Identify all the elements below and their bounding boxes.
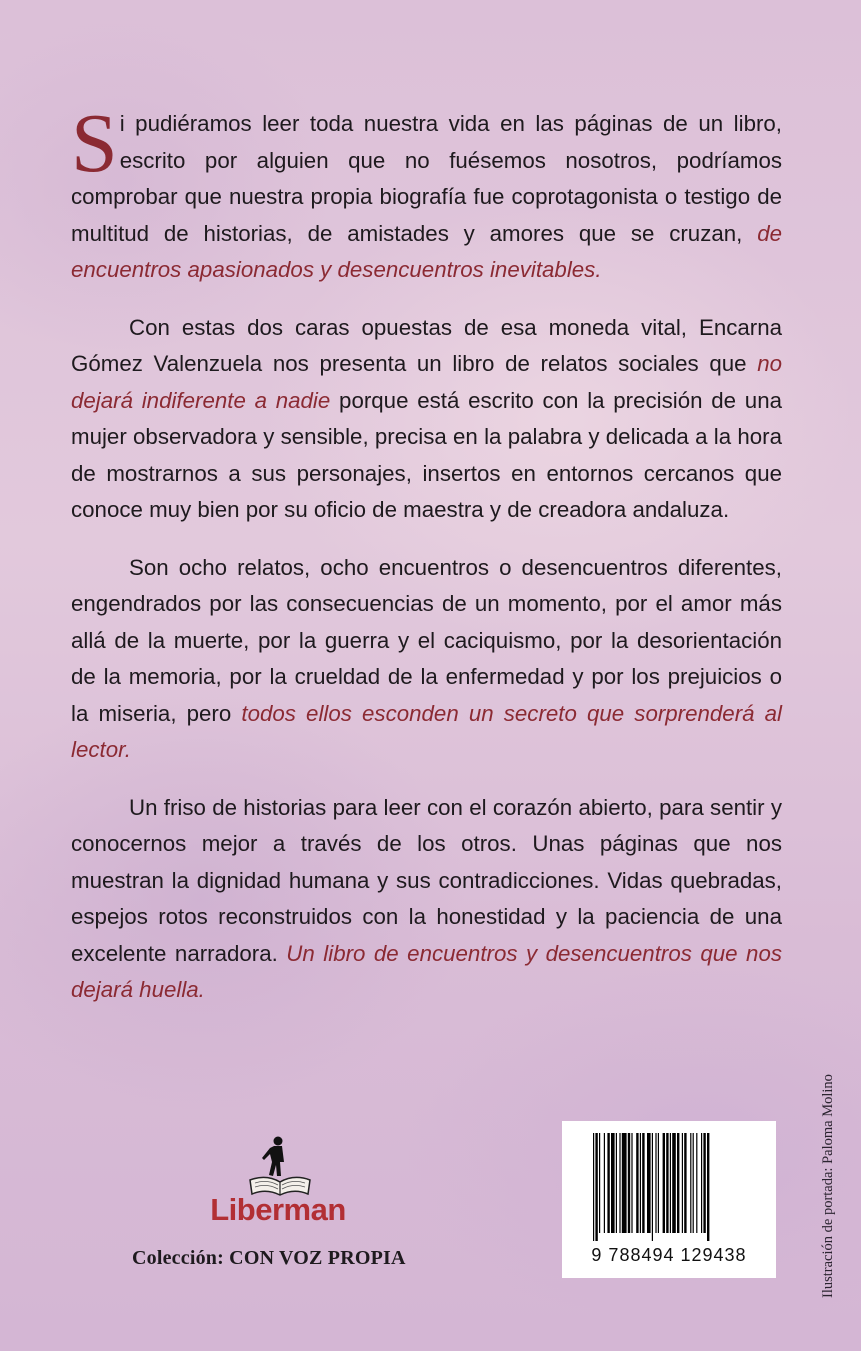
collection-label: Colección: CON VOZ PROPIA — [132, 1247, 406, 1269]
isbn-number: 9 788494 129438 — [591, 1245, 747, 1265]
publisher-logo-text: Liberman — [210, 1192, 346, 1227]
paragraph-2 — [71, 310, 782, 529]
paragraph-2-emphasis: no dejará indiferente a nadie — [71, 351, 782, 413]
back-cover-synopsis — [71, 97, 782, 1030]
paragraph-1-emphasis: de encuentros apasionados y desencuentros inevitables. — [71, 220, 782, 282]
paragraph-4-text: Un friso de historias para leer con el corazón abierto, para sentir y conocernos mejor a través de los otros. Unas páginas que nos muestran la dignidad humana y sus contradicciones. Vidas quebradas, espejos rotos reconstruidos con la honestidad y la paciencia de una excelente narradora. — [71, 794, 782, 966]
paragraph-3 — [71, 550, 782, 769]
paragraph-2-text-b: porque está escrito con la precisión de una mujer observadora y sensible, precisa en la palabra y delicada a la hora de mostrarnos a sus personajes, insertos en entornos cercanos que conoce muy bien por su oficio de maestra y de creadora andaluza. — [71, 387, 782, 522]
cover-illustration-credit: Ilustración de portada: Paloma Molino — [820, 1074, 836, 1298]
drop-cap: S — [71, 97, 118, 190]
paragraph-4 — [71, 790, 782, 1009]
paragraph-3-emphasis: todos ellos esconden un secreto que sorprenderá al lector. — [71, 700, 782, 762]
paragraph-3-text: Son ocho relatos, ocho encuentros o desencuentros diferentes, engendrados por las consecuencias de un momento, por el amor más allá de la muerte, por la guerra y el caciquismo, por la desorientación de la memoria, por la crueldad de la enfermedad y por los prejuicios o la miseria, pero — [71, 554, 782, 726]
paragraph-1 — [71, 97, 782, 289]
paragraph-4-emphasis: Un libro de encuentros y desencuentros que nos dejará huella. — [71, 940, 782, 1002]
barcode-icon — [593, 1133, 745, 1241]
paragraph-2-text-a: Con estas dos caras opuestas de esa moneda vital, Encarna Gómez Valenzuela nos presenta un libro de relatos sociales que — [71, 314, 782, 376]
paragraph-1-text: i pudiéramos leer toda nuestra vida en las páginas de un libro, escrito por alguien que no fuésemos nosotros, podríamos comprobar que nuestra propia biografía fue coprotagonista o testigo de multitud de historias, de amistades y amores que se cruzan, — [71, 111, 782, 246]
isbn-barcode — [562, 1121, 776, 1278]
